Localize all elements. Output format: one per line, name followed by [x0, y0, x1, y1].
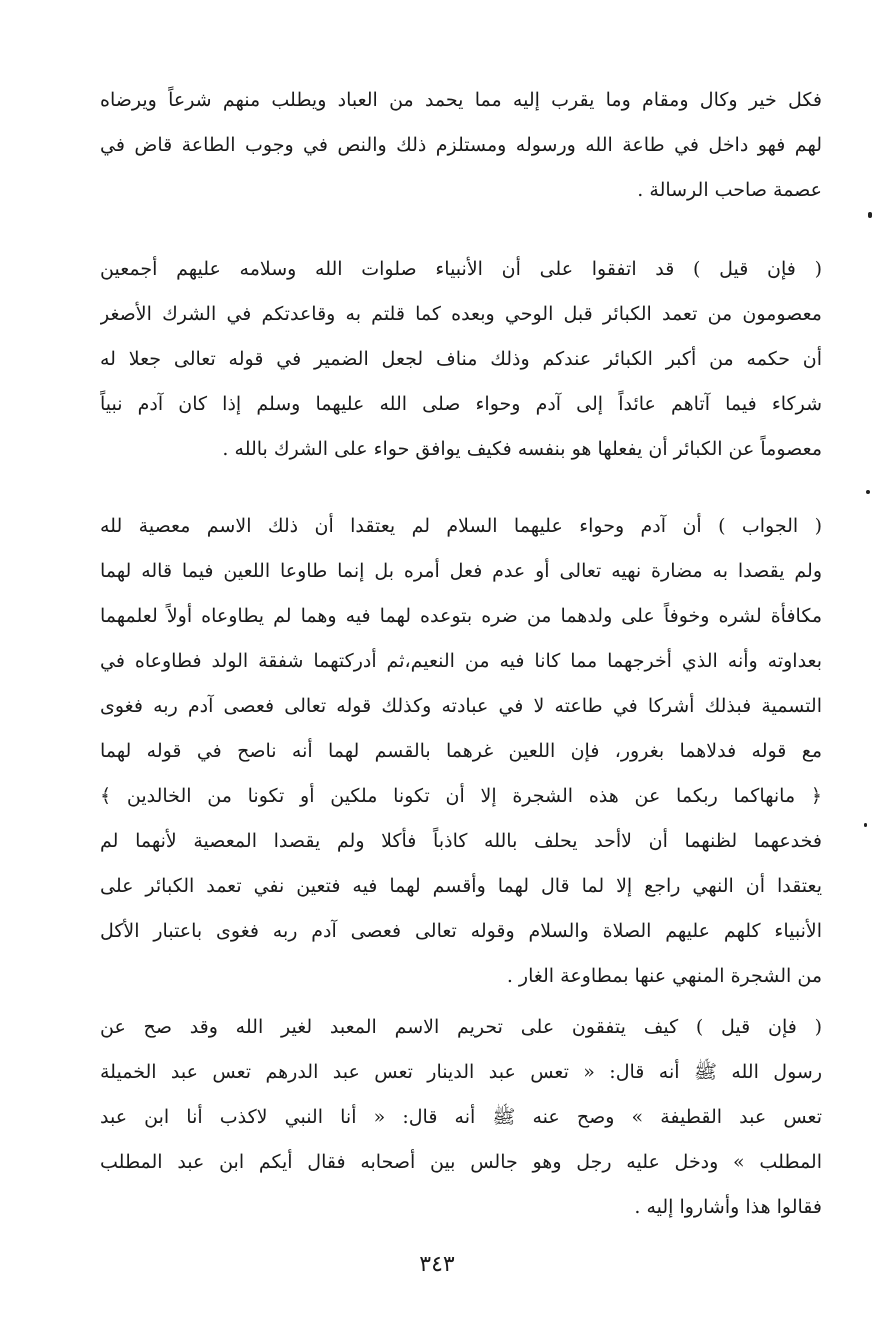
text-line: ( الجواب ) أن آدم وحواء عليهما السلام لم يعتقدا أن ذلك الاسم معصية لله [100, 515, 822, 537]
paragraph-3 [100, 504, 822, 999]
text-line: تعس عبد القطيفة » وصح عنه ﷺ أنه قال: « أنا النبي لاكذب أنا ابن عبد [100, 1106, 822, 1128]
paragraph-2 [100, 247, 822, 472]
text-line: ﴿ مانهاكما ربكما عن هذه الشجرة إلا أن تكونا ملكين أو تكونا من الخالدين ﴾ [100, 785, 822, 807]
text-line: من الشجرة المنهي عنها بمطاوعة الغار . [506, 965, 822, 987]
text-line: فكل خير وكال ومقام وما يقرب إليه مما يحمد من العباد ويطلب منهم شرعاً ويرضاه [100, 89, 822, 111]
text-line: فخدعهما لظنهما أن لاأحد يحلف بالله كاذباً فأكلا ولم يقصدا المعصية لأنهما لم [100, 830, 822, 852]
paragraph-4 [100, 1005, 822, 1230]
text-line: ولم يقصدا به مضارة نهيه تعالى أو عدم فعل أمره بل إنما طاوعا اللعين فيما قاله لهما [100, 560, 822, 582]
text-line: مع قوله فدلاهما بغرور، فإن اللعين غرهما بالقسم لهما أنه ناصح في قوله لهما [100, 740, 822, 762]
scan-speck [866, 490, 870, 494]
text-line: التسمية فبذلك أشركا في طاعته لا في عبادته وكذلك قوله تعالى فعصى آدم ربه فغوى [100, 695, 822, 717]
paragraph-1 [100, 78, 822, 213]
text-line: شركاء فيما آتاهم عائداً إلى آدم وحواء صلى الله عليهما وسلم إذا كان آدم نبياً [100, 393, 822, 415]
text-line: ( فإن قيل ) قد اتفقوا على أن الأنبياء صلوات الله وسلامه عليهم أجمعين [100, 258, 822, 280]
text-line: معصوماً عن الكبائر أن يفعلها هو بنفسه فكيف يوافق حواء على الشرك بالله . [222, 438, 822, 460]
scan-speck [864, 823, 867, 827]
text-line: ( فإن قيل ) كيف يتفقون على تحريم الاسم المعبد لغير الله وقد صح عن [100, 1016, 822, 1038]
text-line: يعتقدا أن النهي راجع إلا لما قال لهما وأقسم لهما فيه فتعين نفي تعمد الكبائر على [100, 875, 822, 897]
text-line: رسول الله ﷺ أنه قال: « تعس عبد الدينار تعس عبد الدرهم تعس عبد الخميلة [100, 1061, 822, 1083]
text-line: معصومون من تعمد الكبائر قبل الوحي وبعده كما قلتم به وقاعدتكم في الشرك الأصغر [100, 303, 822, 325]
text-line: مكافأة لشره وخوفاً على ولدهما من ضره بتوعده لهما فيه وهما لم يطاوعاه أولاً لعلمهما [100, 605, 822, 627]
text-line: الأنبياء كلهم عليهم الصلاة والسلام وقوله تعالى فعصى آدم ربه فغوى باعتبار الأكل [100, 920, 822, 942]
text-line: المطلب » ودخل عليه رجل وهو جالس بين أصحابه فقال أيكم ابن عبد المطلب [100, 1151, 822, 1173]
text-line: فقالوا هذا وأشاروا إليه . [634, 1196, 822, 1218]
text-line: لهم فهو داخل في طاعة الله ورسوله ومستلزم ذلك والنص في وجوب الطاعة قاض في [100, 134, 822, 156]
text-line: أن حكمه من أكبر الكبائر عندكم وذلك مناف لجعل الضمير في قوله تعالى جعلا له [100, 348, 822, 370]
text-line: بعداوته وأنه الذي أخرجهما مما كانا فيه من النعيم،ثم أدركتهما شفقة الولد فطاوعاه في [100, 650, 822, 672]
page-number: ٣٤٣ [419, 1252, 455, 1277]
text-line: عصمة صاحب الرسالة . [637, 179, 822, 201]
scan-speck [868, 212, 872, 218]
